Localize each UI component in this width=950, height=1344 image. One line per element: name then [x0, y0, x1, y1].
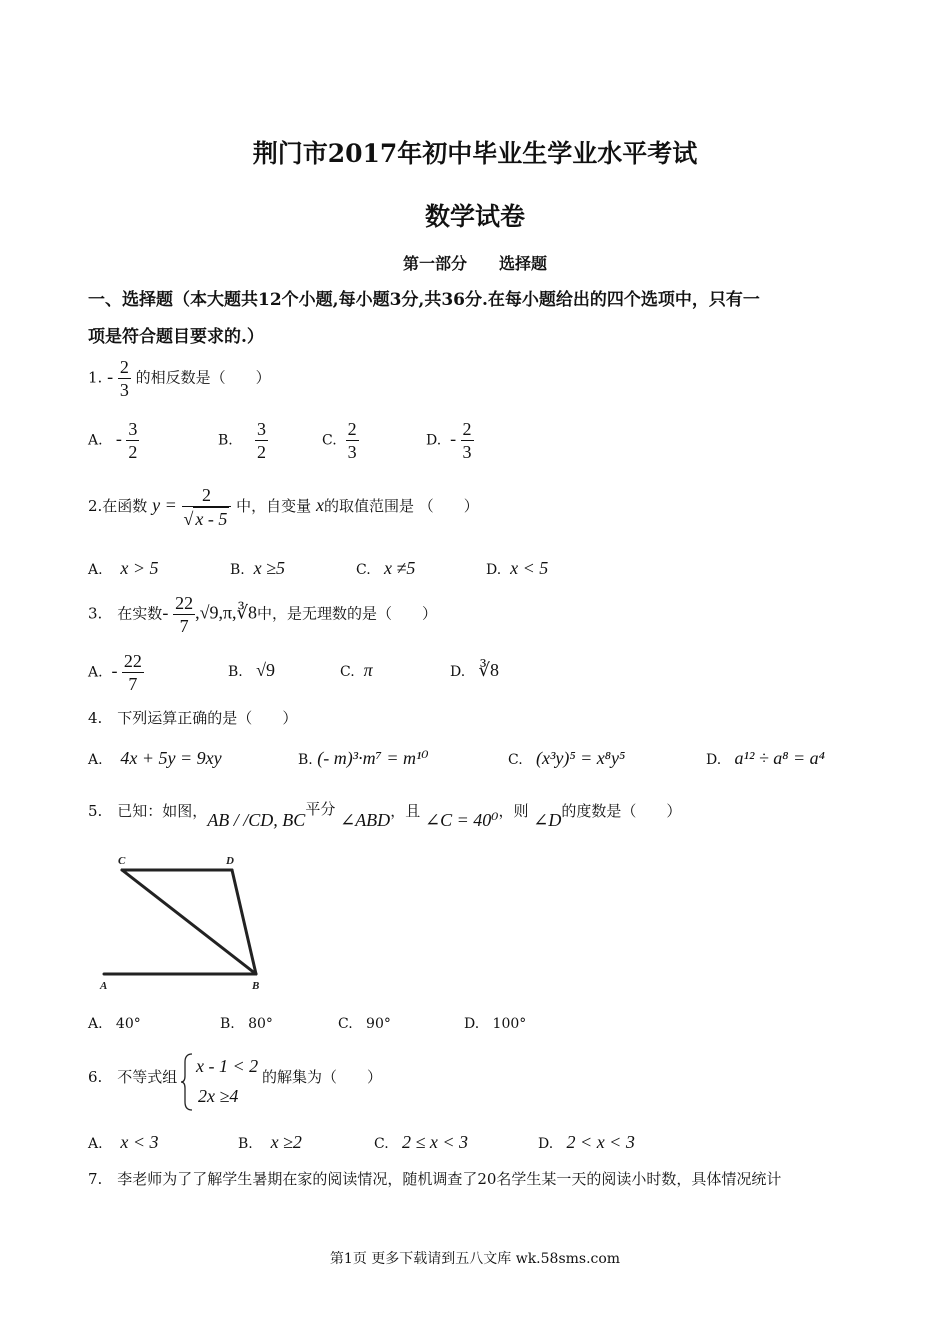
q2-option-a: A. x > 5	[88, 558, 159, 578]
question-3: 3. 在实数- $\frac{22}{7}$ ,√9,π,∛8中，是无理数的是（ ）	[88, 593, 438, 636]
q1-option-a: A. - $\frac{3}{2}$	[88, 419, 138, 462]
q5-option-d: D. 100°	[464, 1016, 527, 1032]
q6-option-a: A. x < 3	[88, 1132, 159, 1152]
q4-option-c: C. (x³y)⁵ = x⁸y⁵	[508, 748, 626, 768]
q4-option-d: D. a¹² ÷ a⁸ = a⁴	[706, 748, 825, 768]
section-heading-line1: 一、选择题（本大题共12个小题,每小题3分,共36分.在每小题给出的四个选项中，只有一	[88, 290, 760, 310]
question-2: 2.在函数 y = $\frac{2}{√ x - 5}$ 中，自变量 x的取值范围是 （ ）	[88, 485, 479, 529]
q3-option-a: A. - $\frac{22}{7}$	[88, 651, 142, 694]
section-heading-line2: 项是符合题目要求的.）	[88, 327, 264, 347]
q1-option-b: B. $\frac{3}{2}$	[218, 419, 267, 462]
q4-option-a: A. 4x + 5y = 9xy	[88, 748, 222, 768]
exam-title: 荆门市2017年初中毕业生学业水平考试	[252, 139, 698, 168]
question-6-suffix: 的解集为（ ）	[262, 1068, 383, 1086]
q2-option-b: B. x ≥5	[230, 558, 286, 578]
q5-option-c: C. 90°	[338, 1016, 391, 1032]
label-d: D	[226, 855, 234, 867]
question-6-prefix: 6. 不等式组	[88, 1068, 178, 1086]
q2-option-d: D. x < 5	[486, 558, 549, 578]
paper-subtitle: 数学试卷	[424, 202, 525, 231]
q2-function-fraction: $\frac{2}{√ x - 5}$	[182, 484, 232, 530]
q6-option-d: D. 2 < x < 3	[538, 1132, 635, 1152]
q6-inequality-2: 2x ≥4	[198, 1086, 239, 1106]
brace-icon	[180, 1052, 194, 1112]
q1-option-c: C. $\frac{2}{3}$	[322, 419, 357, 462]
q6-option-b: B. x ≥2	[238, 1132, 302, 1152]
label-b: B	[252, 980, 260, 992]
page-footer: 第1页 更多下载请到五八文库 wk.58sms.com	[329, 1251, 621, 1267]
q1-fraction: $\frac{2}{3}$	[119, 357, 129, 400]
q3-option-c: C. π	[340, 660, 373, 680]
q6-inequality-1: x - 1 < 2	[196, 1056, 259, 1076]
part-heading: 第一部分 选择题	[402, 254, 547, 273]
question-4: 4. 下列运算正确的是（ ）	[88, 709, 298, 727]
q6-option-c: C. 2 ≤ x < 3	[374, 1132, 469, 1152]
q1-option-d: D. - $\frac{2}{3}$	[426, 419, 472, 462]
question-7: 7. 李老师为了了解学生暑期在家的阅读情况，随机调查了20名学生某一天的阅读小时数，具体情况统计	[88, 1170, 782, 1188]
label-a: A	[100, 980, 108, 992]
q5-geometry-figure	[96, 852, 276, 994]
q3-option-b: B. √9	[228, 660, 275, 680]
label-c: C	[118, 855, 126, 867]
q2-option-c: C. x ≠5	[356, 558, 416, 578]
q4-option-b: B. (- m)³·m⁷ = m¹⁰	[298, 748, 429, 768]
q5-option-b: B. 80°	[220, 1016, 273, 1032]
question-1: 1. - $\frac{2}{3}$ 的相反数是（ ）	[88, 357, 271, 400]
q3-option-d: D. ∛8	[450, 660, 500, 680]
question-5: 5. 已知：如图，AB / /CD, BC平分 ∠ABD，且 ∠C = 40⁰，则 ∠D的度数是（ ）	[88, 800, 682, 830]
q5-option-a: A. 40°	[88, 1016, 141, 1032]
